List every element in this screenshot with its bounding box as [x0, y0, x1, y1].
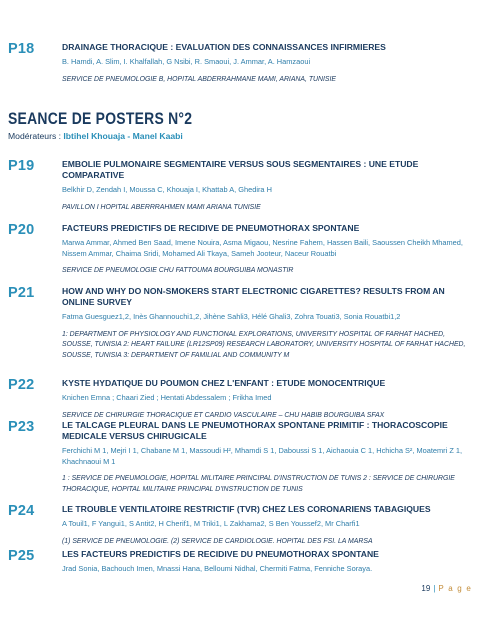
abstract-authors: Ferchichi M 1, Mejri I 1, Chabane M 1, Massoudi H², Mhamdi S 1, Daboussi S 1, Aichaouia C 1, Hchicha S², Moatemri Z 1, Khachnaoui M 1 [62, 446, 463, 466]
moderators-names: Ibtihel Khouaja - Manel Kaabi [63, 131, 183, 141]
abstract-affiliation: SERVICE DE PNEUMOLOGIE CHU FATTOUMA BOURGUIBA MONASTIR [62, 267, 294, 275]
abstract-entry-p21 [8, 285, 474, 361]
abstract-title: KYSTE HYDATIQUE DU POUMON CHEZ L'ENFANT : ETUDE MONOCENTRIQUE [62, 378, 386, 388]
abstract-title: EMBOLIE PULMONAIRE SEGMENTAIRE VERSUS SOUS SEGMENTAIRES : UNE ETUDE COMPARATIVE [62, 159, 419, 180]
abstract-entry-p23 [8, 419, 474, 495]
poster-number: P20 [8, 222, 35, 238]
abstract-affiliation: PAVILLON I HOPITAL ABERRRAHMEN MAMI ARIANA TUNISIE [62, 203, 261, 211]
abstract-affiliation: (1) SERVICE DE PNEUMOLOGIE. (2) SERVICE DE CARDIOLOGIE. HOPITAL DES FSI. LA MARSA [62, 537, 373, 545]
poster-number: P25 [8, 548, 35, 564]
abstract-entry-p22 [8, 377, 474, 421]
abstract-title: FACTEURS PREDICTIFS DE RECIDIVE DE PNEUMOTHORAX SPONTANE [62, 223, 360, 233]
abstract-affiliation: 1: DEPARTMENT OF PHYSIOLOGY AND FUNCTIONAL EXPLORATIONS, UNIVERSITY HOSPITAL OF FARHAT HACHED, SOUSSE, TUNISIA 2: HEART FAILURE (LR12SP09) RESEARCH LABORATORY, UNIVERSITY HOSPITAL OF FARHAT HACHED, SOUSSE, TUNISIA 3: DEPARTMENT OF FAMILIAL AND COMMUNITY M [62, 330, 466, 359]
abstract-entry-p18 [8, 41, 474, 85]
poster-number: P19 [8, 158, 35, 174]
abstract-entry-p19 [8, 158, 474, 213]
moderators-label: Modérateurs : [8, 131, 64, 141]
abstract-affiliation: 1 : SERVICE DE PNEUMOLOGIE, HOPITAL MILITAIRE PRINCIPAL D'INSTRUCTION DE TUNIS 2 : SERVICE DE CHIRURGIE THORACIQUE, HOPITAL MILITAIRE PRINCIPAL D'INSTRUCTION DE TUNIS [62, 475, 455, 493]
abstract-authors: Fatma Guesguez1,2, Inès Ghannouchi1,2, Jihène Sahli3, Hélé Ghali3, Zohra Touati3, Sonia Rouatbi1,2 [62, 312, 401, 321]
abstract-title: HOW AND WHY DO NON-SMOKERS START ELECTRONIC CIGARETTES? RESULTS FROM AN ONLINE SURVEY [62, 286, 445, 307]
abstract-authors: Belkhir D, Zendah I, Moussa C, Khouaja I, Khattab A, Ghedira H [62, 185, 272, 194]
page-label: P a g e [438, 584, 472, 593]
abstract-title: LE TALCAGE PLEURAL DANS LE PNEUMOTHORAX SPONTANE PRIMITIF : THORACOSCOPIE MEDICALE VERSUS CHIRUGICALE [62, 420, 448, 441]
moderators-line [8, 131, 478, 141]
abstract-authors: Knichen Emna ; Chaari Zied ; Hentati Abdessalem ; Frikha Imed [62, 393, 272, 402]
poster-number: P24 [8, 503, 35, 519]
abstract-title: DRAINAGE THORACIQUE : EVALUATION DES CONNAISSANCES INFIRMIERES [62, 42, 386, 52]
abstract-affiliation: SERVICE DE PNEUMOLOGIE B, HOPITAL ABDERRAHMANE MAMI, ARIANA, TUNISIE [62, 75, 337, 83]
abstract-authors: A Touil1, F Yangui1, S Antit2, H Cherif1, M Triki1, L Zakhama2, S Ben Youssef2, Mr Charfi1 [62, 519, 360, 528]
abstract-entry-p24 [8, 503, 474, 547]
abstract-title: LES FACTEURS PREDICTIFS DE RECIDIVE DU PNEUMOTHORAX SPONTANE [62, 549, 379, 559]
session-header [8, 109, 478, 141]
abstract-title: LE TROUBLE VENTILATOIRE RESTRICTIF (TVR) CHEZ LES CORONARIENS TABAGIQUES [62, 504, 431, 514]
abstract-authors: Marwa Ammar, Ahmed Ben Saad, Imene Nouira, Asma Migaou, Nesrine Fahem, Hassen Baili, Saoussen Cheikh Mhamed, Nissem Ammar, Chaima Sridi, Mohamed Ali Tkaya, Sameh Jooteur, Naceur Rouatbi [62, 238, 463, 258]
abstract-authors: Jrad Sonia, Bachouch Imen, Mnassi Hana, Belloumi Nidhal, Chermiti Fatma, Fenniche Soraya. [62, 564, 373, 573]
poster-number: P18 [8, 41, 35, 57]
poster-number: P22 [8, 377, 35, 393]
abstract-entry-p20 [8, 222, 474, 277]
footer-separator: | [433, 584, 436, 593]
abstract-entry-p25 [8, 548, 474, 575]
abstract-affiliation: SERVICE DE CHIRURGIE THORACIQUE ET CARDIO VASCULAIRE – CHU HABIB BOURGUIBA SFAX [62, 411, 385, 419]
poster-number: P23 [8, 419, 35, 435]
poster-number: P21 [8, 285, 35, 301]
session-title: SEANCE DE POSTERS N°2 [8, 109, 193, 128]
abstract-authors: B. Hamdi, A. Slim, I. Khalfallah, G Nsibi, R. Smaoui, J. Ammar, A. Hamzaoui [62, 57, 311, 66]
page-footer [421, 584, 472, 593]
page-number: 19 [421, 584, 431, 593]
